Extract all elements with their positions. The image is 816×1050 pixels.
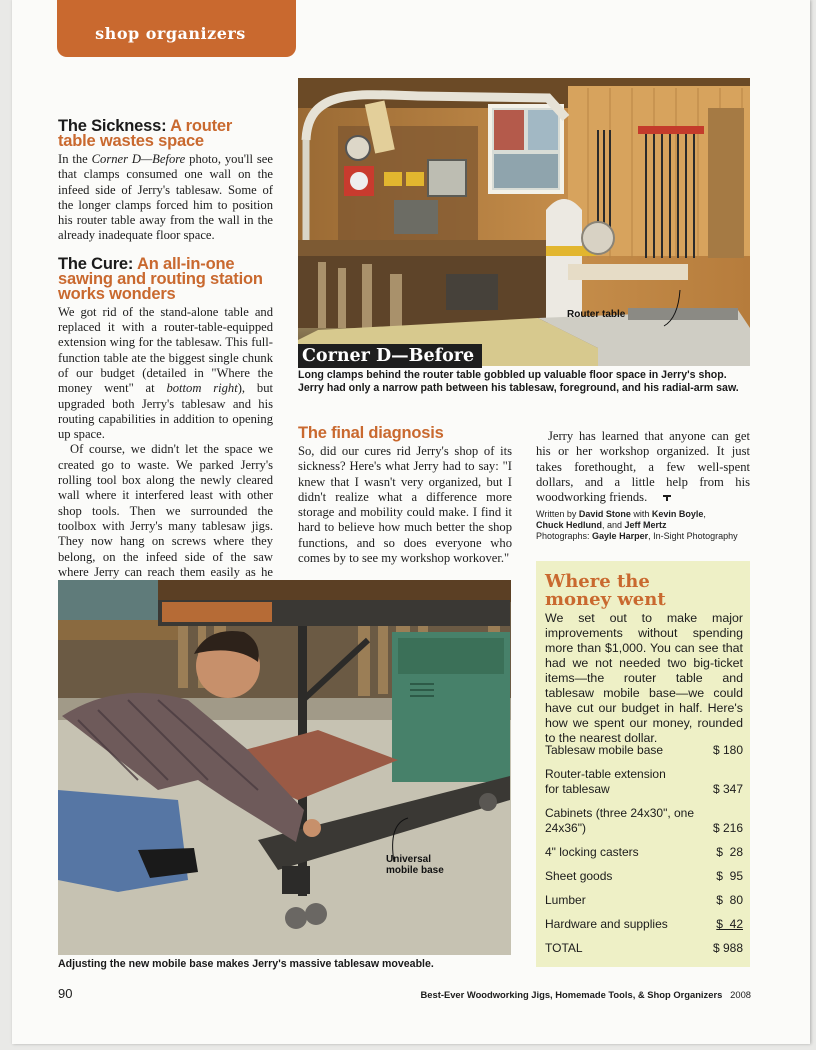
cure-body-2: Of course, we didn't let the space we created go to waste. We parked Jerry's rolling tool box along the newly cleared wall where it interfered least with other shop tools. Then we surrounded the toolbox with Jerry's many tablesaw jigs. They now hang on screws where they belong, on the infeed side of the saw where Jerry can reach them easily as he [58, 442, 273, 579]
router-table-label: Router table [567, 309, 626, 320]
cure-heading: The Cure: An all-in-one sawing and routing station works wonders [58, 254, 263, 303]
diagnosis-heading: The final diagnosis [298, 424, 444, 442]
left-column [58, 119, 273, 595]
written-by-line: Written by David Stone with Kevin Boyle, [536, 509, 706, 519]
middle-column [298, 426, 512, 566]
closing-body: Jerry has learned that anyone can get his or her workshop organized. It just takes forethought, a few well-spent dollars, and a little help from his woodworking friends. [536, 429, 750, 505]
page-number: 90 [58, 986, 73, 1001]
shop-before-image [298, 78, 750, 366]
end-mark-icon [650, 491, 672, 506]
helpers-line: Chuck Hedlund, and Jeff Mertz [536, 520, 667, 530]
sickness-body: In the Corner D—Before photo, you'll see that clamps consumed one wall on the infeed side of Jerry's tablesaw. Some of the longer clamps forced him to position his router table away from the wall in the already inadequate floor space. [58, 152, 273, 243]
mobile-base-image [58, 580, 511, 955]
diagnosis-body: So, did our cures rid Jerry's shop of its sickness? Here's what Jerry had to say: "I knew that I wasn't very organized, but I didn't realize what a difference more storage and mobility could make. I find it hard to believe how much better the shop functions, and so does everyone who comes by to see my workshop workover." [298, 444, 512, 566]
money-title: Where the money went [545, 571, 666, 610]
universal-mobile-base-label: Universal mobile base [386, 854, 444, 876]
sickness-heading: The Sickness: A router table wastes space [58, 117, 233, 150]
article-credits [536, 509, 758, 542]
corner-d-before-photo [298, 78, 750, 366]
section-tab: shop organizers [57, 0, 296, 57]
photographs-line: Photographs: Gayle Harper, In-Sight Photography [536, 531, 738, 541]
where-the-money-went-sidebar: Where the money went We set out to make major improvements without spending more than $1,000. You can see that had we not needed two big-ticket items—the router table and tablesaw mobile base—we could have cut our budget in half. Here's how we spent our money, rounded to the nearest dollar. Tablesaw mobile base $ 180 Router-table extension for tablesaw $ 347 Cabinets (three 24x30", one 24x36") $ 216 4" locking casters $ 28 Sheet goods $ 95 Lumber $ 80 Hardware and supplies $ 42 TOTAL $ 988 [536, 561, 750, 967]
money-intro: We set out to make major improvements without spending more than $1,000. You can see that had we not needed two big-ticket items—the router table and tablesaw mobile base—we could have cut our budget in half. Here's how we spent our money, rounded to the nearest dollar. [545, 611, 743, 745]
cure-body-1: We got rid of the stand-alone table and replaced it with a router-table-equipped extension wing for the tablesaw. This full-function table ate the biggest single chunk of our budget (detailed in "Where the money went" at bottom right), but upgraded both Jerry's tablesaw and his routing capabilities in addition to opening up space. [58, 304, 273, 442]
mobile-base-caption: Adjusting the new mobile base makes Jerry's massive tablesaw moveable. [58, 958, 434, 970]
publication-footer: Best-Ever Woodworking Jigs, Homemade Tools, & Shop Organizers 2008 [420, 989, 751, 1000]
corner-d-before-title: Corner D—Before [298, 344, 482, 368]
right-column [536, 429, 750, 506]
before-photo-caption: Long clamps behind the router table gobbled up valuable floor space in Jerry's shop. Jerry had only a narrow path between his tablesaw, foreground, and his radial-arm saw. [298, 369, 739, 394]
mobile-base-photo [58, 580, 511, 955]
